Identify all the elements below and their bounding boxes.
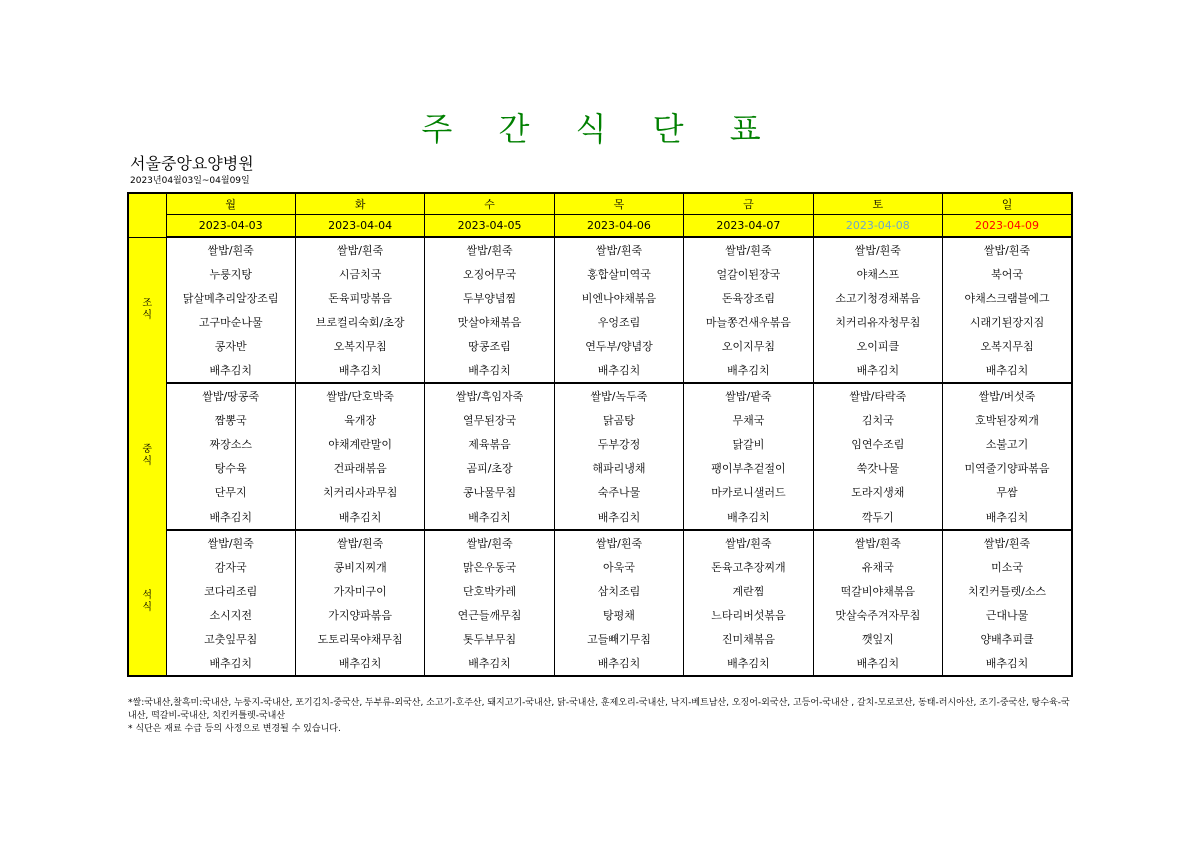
- menu-item: 쌀밥/흰죽: [684, 237, 813, 262]
- menu-row: [128, 456, 1072, 480]
- menu-item: 맑은우동국: [425, 555, 554, 579]
- menu-item: 탕평채: [554, 603, 683, 627]
- menu-item: 유채국: [813, 555, 942, 579]
- day-header: 수: [425, 193, 554, 215]
- menu-item: 배추김치: [943, 505, 1072, 530]
- menu-item: 비엔나야채볶음: [554, 286, 683, 310]
- menu-item: 쌀밥/흰죽: [166, 530, 295, 555]
- menu-item: 시금치국: [295, 262, 424, 286]
- meal-label: [128, 237, 166, 383]
- date-header: 2023-04-03: [166, 215, 295, 238]
- menu-item: 야채스크램블에그: [943, 286, 1072, 310]
- menu-row: [128, 383, 1072, 408]
- menu-item: 쌀밥/흰죽: [295, 530, 424, 555]
- menu-item: 깍두기: [813, 505, 942, 530]
- menu-item: 야채스프: [813, 262, 942, 286]
- menu-row: [128, 358, 1072, 383]
- menu-item: 두부양념찜: [425, 286, 554, 310]
- notes: [128, 697, 1073, 736]
- menu-item: 고구마순나물: [166, 310, 295, 334]
- menu-item: 쌀밥/단호박죽: [295, 383, 424, 408]
- menu-item: 콩나물무침: [425, 480, 554, 504]
- origin-note: *쌀:국내산,찰흑미:국내산, 누룽지-국내산, 포기김치-중국산, 두부류-외국산, 소고기-호주산, 돼지고기-국내산, 닭-국내산, 훈제오리-국내산, 낙지-베트남산, 오징어-외국산, 고등어-국내산 , 갈치-모로코산, 동태-러시아산, 조기-중국산, 탕수육-국내산, 떡갈비-국내산, 치킨커틀렛-국내산: [128, 698, 1070, 721]
- menu-period: 2023년04월03일~04월09일: [130, 176, 250, 186]
- menu-item: 배추김치: [295, 505, 424, 530]
- menu-item: 오징어무국: [425, 262, 554, 286]
- menu-item: 쌀밥/흰죽: [166, 237, 295, 262]
- menu-item: 제육볶음: [425, 432, 554, 456]
- menu-item: 콩자반: [166, 334, 295, 358]
- meal-label: [128, 530, 166, 676]
- menu-item: 배추김치: [684, 358, 813, 383]
- menu-item: 연근들깨무침: [425, 603, 554, 627]
- menu-item: 홍합살미역국: [554, 262, 683, 286]
- menu-item: 양배추피클: [943, 627, 1072, 651]
- menu-item: 쌀밥/타락죽: [813, 383, 942, 408]
- menu-item: 북어국: [943, 262, 1072, 286]
- menu-item: 삼치조림: [554, 579, 683, 603]
- menu-item: 무쌈: [943, 480, 1072, 504]
- menu-item: 배추김치: [684, 651, 813, 676]
- menu-item: 연두부/양념장: [554, 334, 683, 358]
- menu-row: [128, 262, 1072, 286]
- menu-item: 콩비지찌개: [295, 555, 424, 579]
- menu-item: 얼갈이된장국: [684, 262, 813, 286]
- menu-row: [128, 480, 1072, 504]
- date-header: 2023-04-06: [554, 215, 683, 238]
- menu-item: 짜장소스: [166, 432, 295, 456]
- menu-item: 진미채볶음: [684, 627, 813, 651]
- menu-item: 숙주나물: [554, 480, 683, 504]
- day-header: 화: [295, 193, 424, 215]
- menu-item: 마늘쫑건새우볶음: [684, 310, 813, 334]
- menu-item: 쌀밥/팥죽: [684, 383, 813, 408]
- menu-item: 열무된장국: [425, 408, 554, 432]
- menu-item: 근대나물: [943, 603, 1072, 627]
- menu-item: 쌀밥/흰죽: [684, 530, 813, 555]
- menu-item: 배추김치: [166, 505, 295, 530]
- date-header-saturday: 2023-04-08: [813, 215, 942, 238]
- day-header: 금: [684, 193, 813, 215]
- menu-row: [128, 627, 1072, 651]
- menu-item: 두부강정: [554, 432, 683, 456]
- menu-item: 쌀밥/땅콩죽: [166, 383, 295, 408]
- change-note: * 식단은 재료 수급 등의 사정으로 변경될 수 있습니다.: [128, 724, 341, 734]
- menu-item: 건파래볶음: [295, 456, 424, 480]
- menu-item: 쌀밥/흰죽: [425, 237, 554, 262]
- menu-row: [128, 530, 1072, 555]
- menu-item: 맛살야채볶음: [425, 310, 554, 334]
- menu-item: 미소국: [943, 555, 1072, 579]
- menu-row: [128, 432, 1072, 456]
- menu-item: 톳두부무침: [425, 627, 554, 651]
- menu-item: 고춧잎무침: [166, 627, 295, 651]
- menu-row: [128, 237, 1072, 262]
- menu-item: 땅콩조림: [425, 334, 554, 358]
- menu-item: 배추김치: [554, 651, 683, 676]
- weekly-menu-table: [127, 192, 1073, 677]
- menu-item: 아욱국: [554, 555, 683, 579]
- menu-row: [128, 286, 1072, 310]
- menu-item: 쌀밥/버섯죽: [943, 383, 1072, 408]
- day-header: 월: [166, 193, 295, 215]
- menu-item: 닭살메추리알장조림: [166, 286, 295, 310]
- menu-item: 떡갈비야채볶음: [813, 579, 942, 603]
- menu-item: 단호박카레: [425, 579, 554, 603]
- menu-item: 야채계란말이: [295, 432, 424, 456]
- menu-item: 닭곰탕: [554, 408, 683, 432]
- menu-item: 치커리사과무침: [295, 480, 424, 504]
- menu-item: 김치국: [813, 408, 942, 432]
- menu-item: 쌀밥/흰죽: [554, 530, 683, 555]
- menu-item: 오이피클: [813, 334, 942, 358]
- menu-item: 배추김치: [943, 651, 1072, 676]
- menu-item: 배추김치: [295, 651, 424, 676]
- menu-item: 오복지무침: [943, 334, 1072, 358]
- menu-item: 쌀밥/흰죽: [295, 237, 424, 262]
- menu-item: 배추김치: [295, 358, 424, 383]
- menu-item: 미역줄기양파볶음: [943, 456, 1072, 480]
- menu-item: 소시지전: [166, 603, 295, 627]
- menu-item: 깻잎지: [813, 627, 942, 651]
- menu-item: 소불고기: [943, 432, 1072, 456]
- menu-item: 고들빼기무침: [554, 627, 683, 651]
- menu-item: 배추김치: [166, 358, 295, 383]
- menu-item: 쌀밥/흰죽: [425, 530, 554, 555]
- menu-item: 배추김치: [813, 651, 942, 676]
- menu-row: [128, 334, 1072, 358]
- menu-item: 배추김치: [425, 358, 554, 383]
- menu-item: 돈육고추장찌개: [684, 555, 813, 579]
- menu-item: 가자미구이: [295, 579, 424, 603]
- menu-row: [128, 505, 1072, 530]
- menu-item: 도토리묵야채무침: [295, 627, 424, 651]
- menu-item: 쌀밥/흰죽: [813, 530, 942, 555]
- date-header: 2023-04-04: [295, 215, 424, 238]
- menu-row: [128, 408, 1072, 432]
- menu-item: 소고기청경채볶음: [813, 286, 942, 310]
- menu-item: 코다리조림: [166, 579, 295, 603]
- meal-label-text: 조식: [142, 298, 153, 322]
- menu-item: 육개장: [295, 408, 424, 432]
- table-corner: [128, 193, 166, 237]
- menu-item: 배추김치: [813, 358, 942, 383]
- day-header: 토: [813, 193, 942, 215]
- menu-row: [128, 555, 1072, 579]
- menu-item: 쑥갓나물: [813, 456, 942, 480]
- menu-item: 배추김치: [425, 505, 554, 530]
- date-header: 2023-04-07: [684, 215, 813, 238]
- menu-item: 쌀밥/녹두죽: [554, 383, 683, 408]
- menu-item: 도라지생채: [813, 480, 942, 504]
- menu-item: 치커리유자청무침: [813, 310, 942, 334]
- day-header: 목: [554, 193, 683, 215]
- menu-row: [128, 579, 1072, 603]
- meal-label: [128, 383, 166, 529]
- menu-item: 맛살숙주겨자무침: [813, 603, 942, 627]
- menu-row: [128, 310, 1072, 334]
- menu-item: 쌀밥/흰죽: [943, 530, 1072, 555]
- menu-item: 해파리냉채: [554, 456, 683, 480]
- menu-item: 단무지: [166, 480, 295, 504]
- menu-row: [128, 603, 1072, 627]
- menu-item: 닭갈비: [684, 432, 813, 456]
- menu-item: 오복지무침: [295, 334, 424, 358]
- menu-item: 쌀밥/흰죽: [554, 237, 683, 262]
- menu-item: 가지양파볶음: [295, 603, 424, 627]
- menu-item: 계란찜: [684, 579, 813, 603]
- menu-item: 배추김치: [943, 358, 1072, 383]
- day-header: 일: [943, 193, 1072, 215]
- menu-item: 브로컬리숙회/초장: [295, 310, 424, 334]
- page-title: 주 간 식 단 표: [421, 110, 779, 148]
- menu-item: 느타리버섯볶음: [684, 603, 813, 627]
- menu-row: [128, 651, 1072, 676]
- menu-item: 쌀밥/흰죽: [943, 237, 1072, 262]
- menu-item: 오이지무침: [684, 334, 813, 358]
- menu-item: 짬뽕국: [166, 408, 295, 432]
- menu-item: 배추김치: [554, 358, 683, 383]
- menu-item: 돈육장조림: [684, 286, 813, 310]
- date-header: 2023-04-05: [425, 215, 554, 238]
- menu-item: 우엉조림: [554, 310, 683, 334]
- menu-item: 무채국: [684, 408, 813, 432]
- menu-item: 팽이부추겉절이: [684, 456, 813, 480]
- menu-item: 탕수육: [166, 456, 295, 480]
- menu-item: 시래기된장지짐: [943, 310, 1072, 334]
- menu-item: 쌀밥/흑임자죽: [425, 383, 554, 408]
- menu-item: 배추김치: [684, 505, 813, 530]
- menu-item: 쌀밥/흰죽: [813, 237, 942, 262]
- meal-label-text: 중식: [142, 444, 153, 468]
- menu-item: 배추김치: [554, 505, 683, 530]
- hospital-name: 서울중앙요양병원: [130, 154, 254, 173]
- menu-item: 돈육피망볶음: [295, 286, 424, 310]
- menu-item: 배추김치: [166, 651, 295, 676]
- menu-item: 누룽지탕: [166, 262, 295, 286]
- date-header-sunday: 2023-04-09: [943, 215, 1072, 238]
- menu-item: 감자국: [166, 555, 295, 579]
- menu-item: 호박된장찌개: [943, 408, 1072, 432]
- meal-label-text: 석식: [142, 590, 153, 614]
- menu-item: 임연수조림: [813, 432, 942, 456]
- menu-item: 치킨커틀렛/소스: [943, 579, 1072, 603]
- menu-body: [128, 237, 1072, 676]
- menu-item: 곰피/초장: [425, 456, 554, 480]
- menu-item: 마카로니샐러드: [684, 480, 813, 504]
- menu-item: 배추김치: [425, 651, 554, 676]
